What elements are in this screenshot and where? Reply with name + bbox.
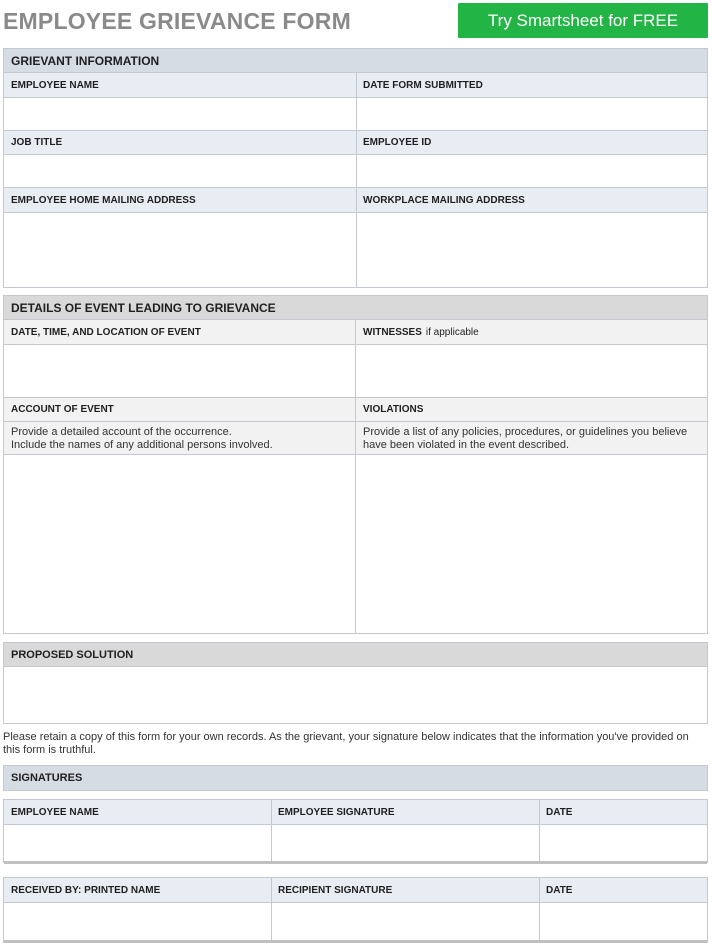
received-by-name-label: RECEIVED BY: PRINTED NAME <box>4 878 271 902</box>
violations-desc-line-2: have been violated in the event described. <box>363 439 570 451</box>
recipient-signature-field[interactable] <box>272 903 538 940</box>
home-address-field[interactable] <box>4 213 355 287</box>
sig-employee-name-label: EMPLOYEE NAME <box>4 800 271 824</box>
proposed-solution-section <box>3 642 708 724</box>
date-form-submitted-label: DATE FORM SUBMITTED <box>356 73 707 97</box>
employee-name-label: EMPLOYEE NAME <box>4 73 356 97</box>
employee-signature-block <box>3 799 708 863</box>
home-address-label: EMPLOYEE HOME MAILING ADDRESS <box>4 188 356 212</box>
recipient-signature-label: RECIPIENT SIGNATURE <box>271 878 539 902</box>
try-smartsheet-button[interactable]: Try Smartsheet for FREE <box>458 3 708 38</box>
grievant-information-section <box>3 48 708 288</box>
date-time-location-label: DATE, TIME, AND LOCATION OF EVENT <box>4 320 355 344</box>
proposed-solution-field[interactable] <box>4 668 707 723</box>
retain-copy-note: Please retain a copy of this form for your own records. As the grievant, your signature below indicates that the information you've provided on this form is truthful. <box>3 731 689 756</box>
employee-name-field[interactable] <box>4 98 355 130</box>
recipient-signature-block <box>3 877 708 943</box>
violations-desc-line-1: Provide a list of any policies, procedures, or guidelines you believe <box>363 426 688 438</box>
signatures-section-header <box>3 765 708 791</box>
witnesses-note: if applicable <box>425 326 479 338</box>
signatures-title: SIGNATURES <box>11 772 83 784</box>
witnesses-title: WITNESSES <box>363 326 422 338</box>
event-details-section <box>3 295 708 634</box>
recipient-date-field[interactable] <box>540 903 707 940</box>
sig-employee-signature-label: EMPLOYEE SIGNATURE <box>271 800 539 824</box>
sig-date-label: DATE <box>539 800 707 824</box>
witnesses-label <box>356 320 707 344</box>
employee-id-label: EMPLOYEE ID <box>356 131 707 154</box>
sig-date-field[interactable] <box>540 825 707 861</box>
employee-id-field[interactable] <box>357 155 707 187</box>
account-of-event-instructions <box>4 422 355 454</box>
recipient-date-label: DATE <box>539 878 707 902</box>
event-section-title: DETAILS OF EVENT LEADING TO GRIEVANCE <box>4 296 707 320</box>
sig-employee-name-field[interactable] <box>4 825 270 861</box>
violations-label: VIOLATIONS <box>356 398 707 421</box>
date-form-submitted-field[interactable] <box>357 98 707 130</box>
account-desc-line-2: Include the names of any additional persons involved. <box>11 439 273 451</box>
date-time-location-field[interactable] <box>4 345 355 397</box>
witnesses-field[interactable] <box>356 345 707 397</box>
account-of-event-label: ACCOUNT OF EVENT <box>4 398 355 421</box>
workplace-address-field[interactable] <box>357 213 707 287</box>
workplace-address-label: WORKPLACE MAILING ADDRESS <box>356 188 707 212</box>
grievant-section-title: GRIEVANT INFORMATION <box>4 49 707 73</box>
job-title-field[interactable] <box>4 155 355 187</box>
account-desc-line-1: Provide a detailed account of the occurrence. <box>11 426 232 438</box>
violations-field[interactable] <box>356 455 707 633</box>
job-title-label: JOB TITLE <box>4 131 356 154</box>
received-by-name-field[interactable] <box>4 903 270 940</box>
violations-instructions <box>356 422 707 454</box>
proposed-solution-title: PROPOSED SOLUTION <box>4 643 707 667</box>
account-of-event-field[interactable] <box>4 455 355 633</box>
form-title: EMPLOYEE GRIEVANCE FORM <box>3 8 351 34</box>
sig-employee-signature-field[interactable] <box>272 825 538 861</box>
